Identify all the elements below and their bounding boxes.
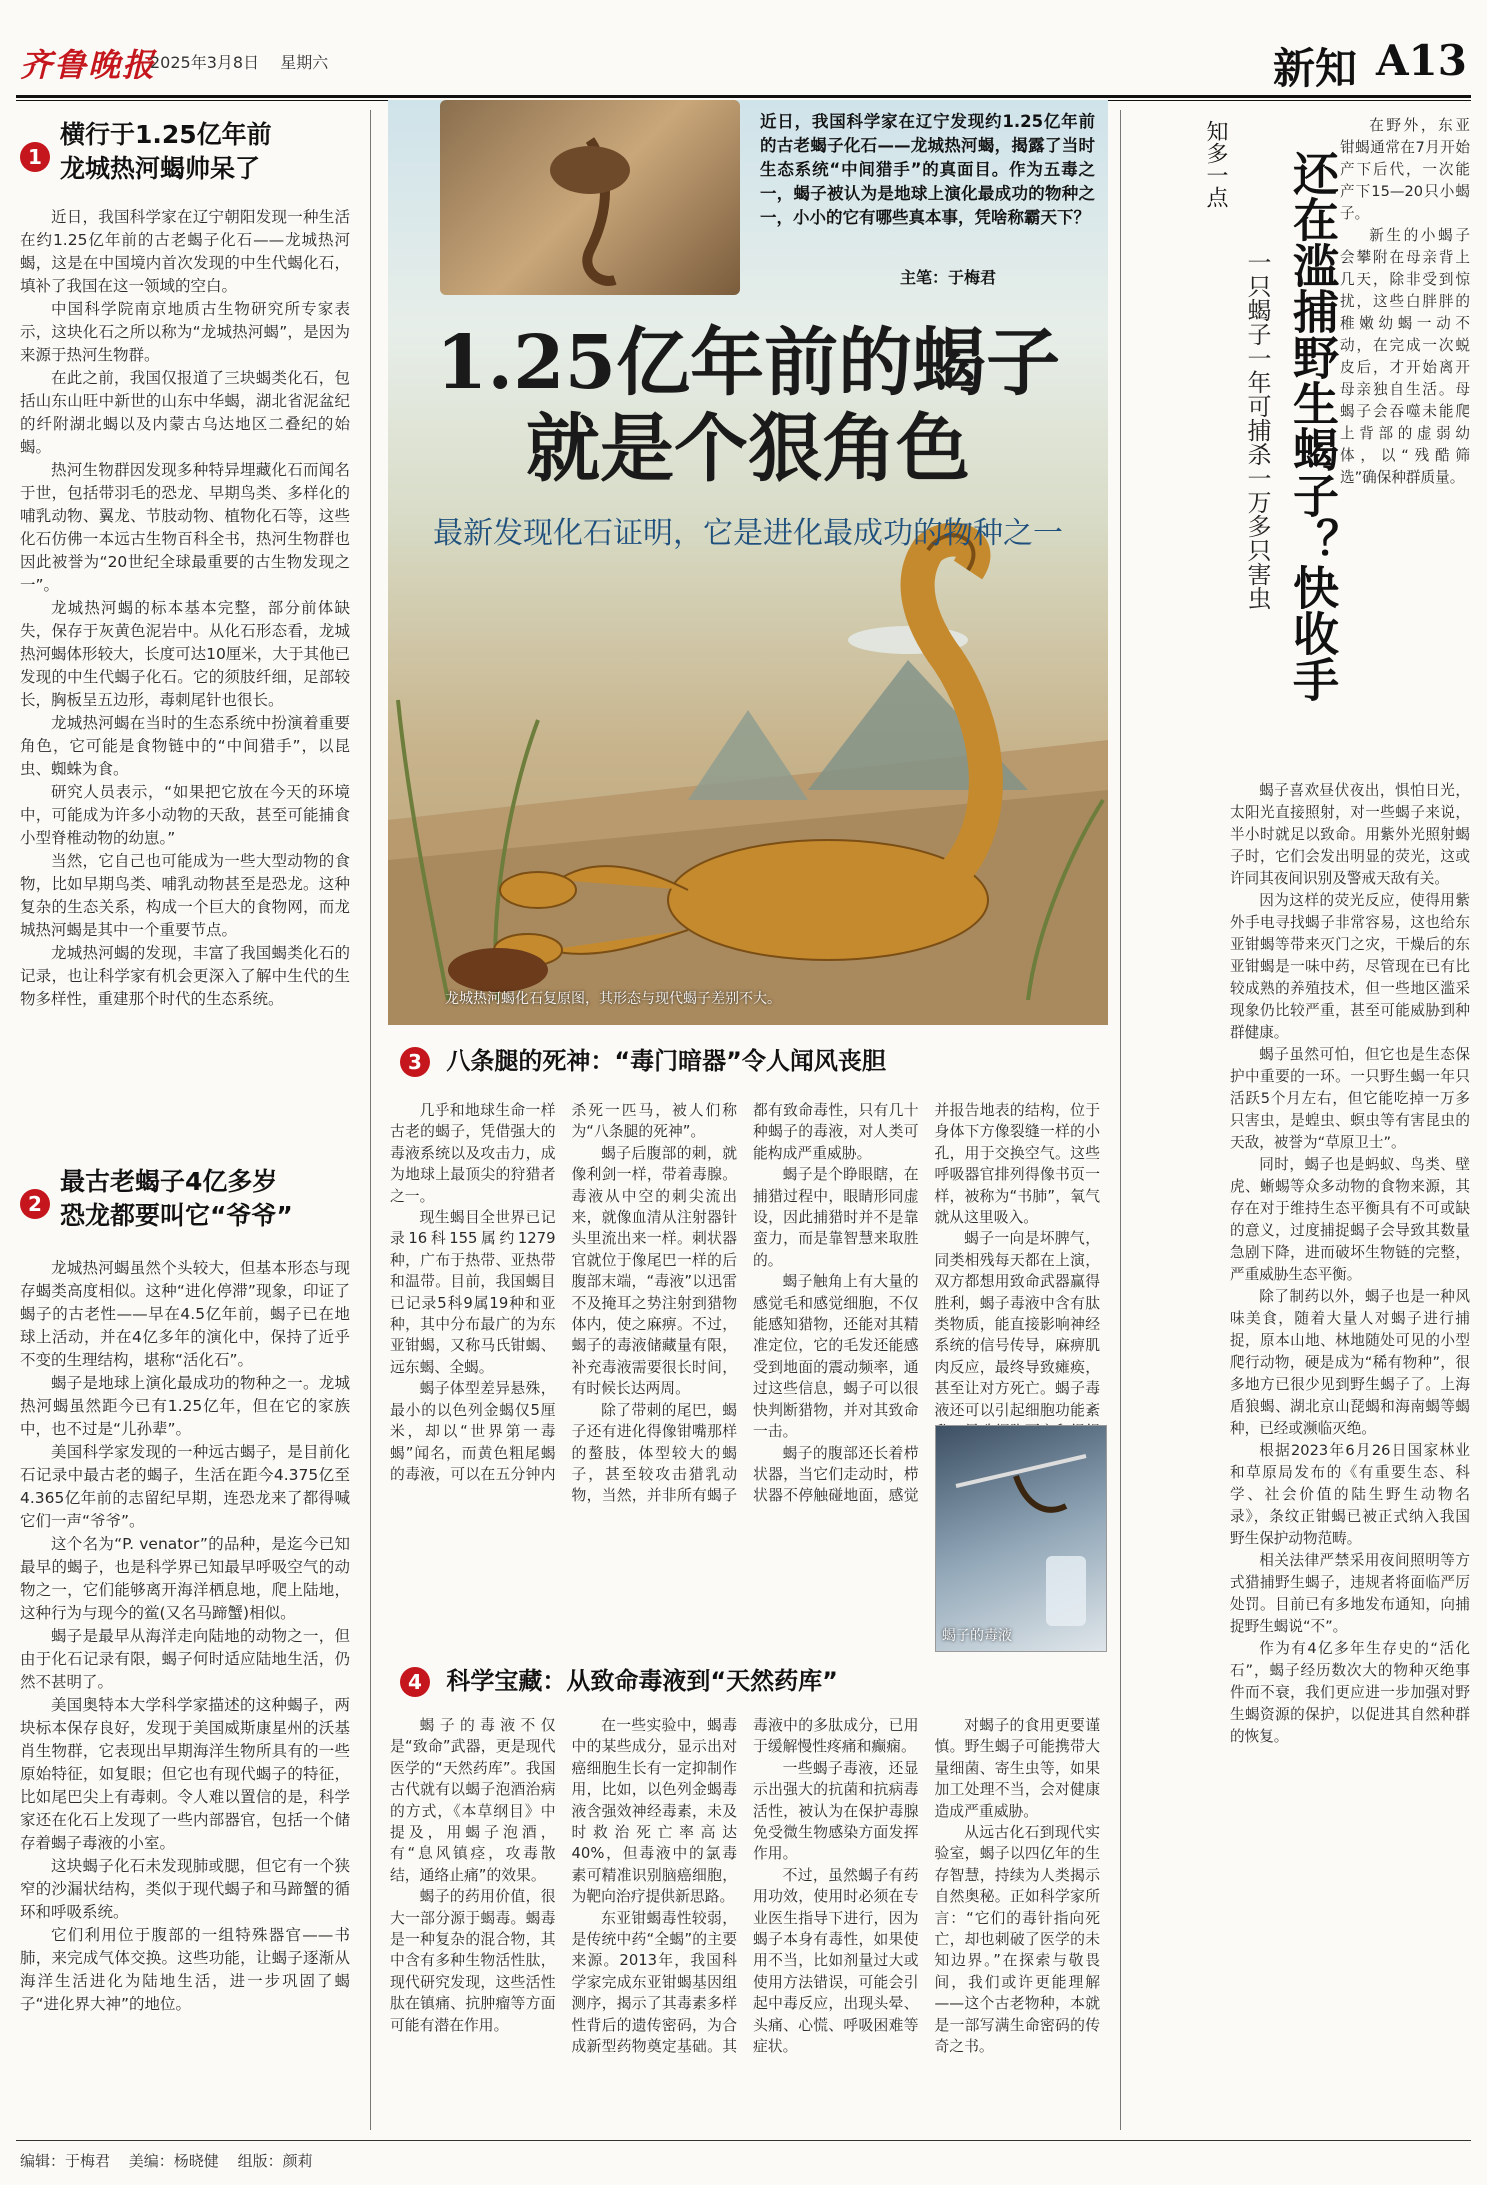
- column-divider: [1120, 110, 1121, 2130]
- article-3-title: 八条腿的死神：“毒门暗器”令人闻风丧胆: [446, 1047, 886, 1075]
- hero-caption: 龙城热河蝎化石复原图，其形态与现代蝎子差别不大。: [445, 991, 781, 1007]
- article-2-title-line2: 恐龙都要叫它“爷爷”: [60, 1200, 293, 1230]
- article-number-badge: 3: [400, 1047, 430, 1077]
- footer-rule: [16, 2140, 1471, 2141]
- credit-editor: 编辑：于梅君: [20, 2152, 111, 2170]
- article-3-heading: [400, 1045, 886, 1077]
- paragraph: 近日，我国科学家在辽宁朝阳发现一种生活在约1.25亿年前的古老蝎子化石——龙城热河蝎，这是在中国境内首次发现的中生代蝎化石，填补了我国在这一领域的空白。: [20, 207, 350, 295]
- sidebar-tag: 知多一点: [1203, 120, 1228, 208]
- article-2-title-line1: 最古老蝎子4亿多岁: [60, 1167, 278, 1196]
- paragraph: 它们利用位于腹部的一组特殊器官——书肺，来完成气体交换。这些功能，让蝎子逐渐从海洋生活进化为陆地生活，进一步巩固了蝎子“进化界大神”的地位。: [20, 1925, 350, 2013]
- article-1-title-line2: 龙城热河蝎帅呆了: [60, 153, 261, 183]
- paragraph: 龙城热河蝎在当时的生态系统中扮演着重要角色，它可能是食物链中的“中间猎手”，以昆虫、蜘蛛为食。: [20, 713, 350, 778]
- hero-editor: 主笔：于梅君: [900, 268, 997, 287]
- paragraph: 这块蝎子化石未发现肺或腮，但它有一个狭窄的沙漏状结构，类似于现代蝎子和马蹄蟹的循环和呼吸系统。: [20, 1856, 350, 1921]
- credit-designer: 美编：杨晓健: [128, 2152, 219, 2170]
- scorpion-tweezers-image: [936, 1426, 1106, 1651]
- paragraph: 相关法律严禁采用夜间照明等方式猎捕野生蝎子，违规者将面临严厉处罚。目前已有多地发布通知，向捕捉野生蝎说“不”。: [1230, 1552, 1470, 1635]
- paragraph: 蝎子触角上有大量的感觉毛和感觉细胞，不仅能感知猎物，还能对其精准定位，它的毛发还能感受到地面的震动频率，通过这些信息，蝎子可以很快判断猎物，并对其致命一击。: [753, 1273, 919, 1441]
- paragraph: 对蝎子的食用更要谨慎。野生蝎子可能携带大量细菌、寄生虫等，如果加工处理不当，会对健康造成严重威胁。: [934, 1717, 1100, 1820]
- fossil-scorpion-image: [440, 100, 740, 295]
- paragraph: 新生的小蝎子会攀附在母亲背上几天，除非受到惊扰，这些白胖胖的稚嫩幼蝎一动不动，在完成一次蜕皮后，才开始离开母亲独自生活。母蝎子会吞噬未能爬上背部的虚弱幼体，以“残酷筛选”确保种群质量。: [1340, 227, 1470, 486]
- column-divider: [370, 110, 371, 2130]
- paragraph: 蝎子是地球上演化最成功的物种之一。龙城热河蝎虽然距今已有1.25亿年，但在它的家族中，也不过是“儿孙辈”。: [20, 1373, 350, 1438]
- article-2: [20, 1165, 350, 2016]
- paragraph: 同时，蝎子也是蚂蚁、鸟类、壁虎、蜥蜴等众多动物的食物来源，其存在对于维持生态平衡具有不可或缺的意义，过度捕捉蝎子会导致其数量急剧下降，进而破坏生物链的完整，严重威胁生态平衡。: [1230, 1156, 1470, 1283]
- paragraph: 现生蝎目全世界已记录16科155属约1279种，广布于热带、亚热带和温带。目前，我国蝎目已记录5科9属19种和亚种，其中分布最广的为东亚钳蝎，又称马氏钳蝎、远东蝎、全蝎。: [390, 1209, 556, 1376]
- paragraph: 中国科学院南京地质古生物研究所专家表示，这块化石之所以称为“龙城热河蝎”，是因为来源于热河生物群。: [20, 299, 350, 364]
- paragraph: 根据2023年6月26日国家林业和草原局发布的《有重要生态、科学、社会价值的陆生野生动物名录》，条纹正钳蝎已被正式纳入我国野生保护动物范畴。: [1230, 1442, 1470, 1547]
- hero-subtitle: 最新发现化石证明，它是进化最成功的物种之一: [433, 516, 1063, 551]
- paragraph: 蝎子虽然可怕，但它也是生态保护中重要的一环。一只野生蝎一年只活跃5个月左右，但它能吃掉一万多只害虫，是蝗虫、螟虫等有害昆虫的天敌，被誉为“草原卫士”。: [1230, 1046, 1470, 1151]
- paragraph: 龙城热河蝎的标本基本完整，部分前体缺失，保存于灰黄色泥岩中。从化石形态看，龙城热河蝎体形较大，长度可达10厘米，大于其他已发现的中生代蝎子化石。它的须肢纤细，足部较长，胸板呈五边形，毒刺尾针也很长。: [20, 598, 350, 709]
- paragraph: 蝎子的毒液不仅是“致命”武器，更是现代医学的“天然药库”。我国古代就有以蝎子泡酒治病的方式，《本草纲目》中提及，用蝎子泡酒，有“息风镇痉，攻毒散结，通络止痛”的效果。: [390, 1717, 556, 1884]
- paragraph: 热河生物群因发现多种特异埋藏化石而闻名于世，包括带羽毛的恐龙、早期鸟类、多样化的哺乳动物、翼龙、节肢动物、植物化石等，这些化石仿佛一本远古生物百科全书，热河生物群也因此被誉为“20世纪全球最重要的古生物发现之一”。: [20, 460, 350, 594]
- fossil-photo: [440, 100, 740, 295]
- hero-title-line1: 1.25亿年前的蝎子: [435, 320, 1061, 406]
- paragraph: 龙城热河蝎虽然个头较大，但基本形态与现存蝎类高度相似。这种“进化停滞”现象，印证了蝎子的古老性——早在4.5亿年前，蝎子已在地球上活动，并在4亿多年的演化中，保持了近乎不变的生理结构，堪称“活化石”。: [20, 1258, 350, 1369]
- article-1-body: [20, 206, 350, 1011]
- article-number-badge: 2: [20, 1189, 50, 1219]
- paragraph: 因为这样的荧光反应，使得用紫外手电寻找蝎子非常容易，这也给东亚钳蝎等带来灭门之灾，干燥后的东亚钳蝎是一味中药，尽管现在已有比较成熟的养殖技术，但一些地区滥采现象仍比较严重，甚至可能威胁到种群健康。: [1230, 892, 1470, 1041]
- paragraph: 美国科学家发现的一种远古蝎子，是目前化石记录中最古老的蝎子，生活在距今4.375亿至4.365亿年前的志留纪早期，连恐龙来了都得喊它们一声“爷爷”。: [20, 1442, 350, 1530]
- page-credits: [20, 2150, 327, 2171]
- paragraph: 当然，它自己也可能成为一些大型动物的食物，比如早期鸟类、哺乳动物甚至是恐龙。这种复杂的生态关系，构成一个巨大的食物网，而龙城热河蝎是其中一个重要节点。: [20, 851, 350, 939]
- paragraph: 蝎子的腹部还长着栉状器，当它们走动时，栉状器不停触碰地面，感觉并报告地表的结构，位于身体下方像裂缝一样的小孔，用于交换空气。这些呼吸器官排列得像书页一样，被称为“书肺”，氧气就从这里吸入。: [753, 1102, 1100, 1505]
- paragraph: 一些蝎子毒液，还显示出强大的抗菌和抗病毒活性，被认为在保护毒腺免受微生物感染方面发挥作用。: [753, 1759, 919, 1863]
- paragraph: 除了带刺的尾巴，蝎子还有进化得像钳嘴那样的螯肢，体型较大的蝎子，甚至较攻击猎乳动物，当然，并非所有蝎子都有致命毒性，只有几十种蝎子的毒液，对人类可能构成严重威胁。: [571, 1102, 919, 1505]
- paragraph: 不过，虽然蝎子有药用功效，使用时必须在专业医生指导下进行，因为蝎子本身有毒性，如果使用不当，比如剂量过大或使用方法错误，可能会引起中毒反应，出现头晕、头痛、心慌、呼吸困难等症状。: [753, 1866, 919, 2056]
- paragraph: 几乎和地球生命一样古老的蝎子，凭借强大的毒液系统以及攻击力，成为地球上最顶尖的狩猎者之一。: [390, 1102, 556, 1205]
- page-number: A13: [1375, 36, 1467, 85]
- article-number-badge: 4: [400, 1667, 430, 1697]
- sidebar-body-continued: [1230, 780, 1470, 1748]
- masthead-rule: [16, 95, 1471, 98]
- credit-layout: 组版：颜莉: [237, 2152, 313, 2170]
- paragraph: 蝎子后腹部的刺，就像利剑一样，带着毒腺。毒液从中空的刺尖流出来，就像血清从注射器针头里流出来一样。刺状器官就位于像尾巴一样的后腹部末端，“毒液”以迅雷不及掩耳之势注射到猎物体内，使之麻痹。不过，蝎子的毒液储藏量有限，补充毒液需要很长时间，有时候长达两周。: [571, 1144, 737, 1398]
- article-number-badge: 1: [20, 142, 50, 172]
- paragraph: 蝎子是个睁眼瞎，在捕猎过程中，眼睛形同虚设，因此捕猎时并不是靠蛮力，而是靠智慧来取胜的。: [753, 1166, 919, 1269]
- article-4-body: [390, 1715, 1100, 2130]
- article-2-body: [20, 1257, 350, 2016]
- article-2-heading: [20, 1165, 350, 1233]
- hero-title: [388, 320, 1108, 492]
- issue-weekday: 星期六: [280, 53, 329, 72]
- article-1-heading: [20, 118, 350, 186]
- paragraph: 这个名为“P. venator”的品种，是迄今已知最早的蝎子，也是科学界已知最早呼吸空气的动物之一，它们能够离开海洋栖息地，爬上陆地，这种行为与现今的鲎(又名马蹄蟹)相似。: [20, 1534, 350, 1622]
- article-4-title: 科学宝藏：从致命毒液到“天然药库”: [446, 1667, 838, 1695]
- section-name: 新知: [1272, 44, 1357, 93]
- paragraph: 美国奥特本大学科学家描述的这种蝎子，两块标本保存良好，发现于美国威斯康星州的沃基肖生物群，它表现出早期海洋生物所具有的一些原始特征，如复眼；但它也有现代蝎子的特征，比如尾巴尖上有毒刺。令人难以置信的是，科学家还在化石上发现了一些内部器官，包括一个储存着蝎子毒液的小室。: [20, 1695, 350, 1852]
- paragraph: 蝎子一向是坏脾气，同类相残每天都在上演，双方都想用致命武器赢得胜利，蝎子毒液中含有肽类物质，能直接影响神经系统的信号传导，麻痹肌肉反应，最终导致瘫痪，甚至让对方死亡。蝎子毒液还可以引起细胞功能紊: [934, 1230, 1100, 1419]
- newspaper-name: 齐鲁晚报: [20, 46, 157, 84]
- paragraph: 蝎子喜欢昼伏夜出，惧怕日光，太阳光直接照射，对一些蝎子来说，半小时就足以致命。用紫外光照射蝎子时，它们会发出明显的荧光，这或许同其夜间识别及警戒天敌有关。: [1230, 782, 1470, 887]
- paragraph: 蝎子的药用价值，很大一部分源于蝎毒。蝎毒是一种复杂的混合物，其中含有多种生物活性肽，现代研究发现，这些活性肽在镇痛、抗肿瘤等方面可能有潜在作用。: [390, 1888, 556, 2034]
- paragraph: 在一些实验中，蝎毒中的某些成分，显示出对癌细胞生长有一定抑制作用，比如，以色列金蝎毒液含强效神经毒素，未及时救治死亡率高达40%，但毒液中的氯毒素可精准识别脑癌细胞，为靶向治疗提供新思路。: [571, 1717, 737, 1906]
- paragraph: 东亚钳蝎毒性较弱，是传统中药“全蝎”的主要来源。2013年，我国科学家完成东亚钳蝎基因组测序，揭示了其毒素多样性背后的遗传密码，为合成新型药物奠定基础。其毒液中的多肽成分，已用于缓解慢性疼痛和癫痫。: [571, 1717, 919, 2056]
- paragraph: 在野外，东亚钳蝎通常在7月开始产下后代，一次能产下15—20只小蝎子。: [1340, 117, 1470, 222]
- paragraph: 在此之前，我国仅报道了三块蝎类化石，包括山东山旺中新世的山东中华蝎，湖北省泥盆纪的纤附湖北蝎以及内蒙古乌达地区二叠纪的始蝎。: [20, 368, 350, 456]
- sidebar-subtitle: 一只蝎子一年可捕杀一万多只害虫: [1243, 250, 1271, 610]
- hero-intro: 近日，我国科学家在辽宁发现约1.25亿年前的古老蝎子化石——龙城热河蝎，揭露了当时生态系统“中间猎手”的真面目。作为五毒之一，蝎子被认为是地球上演化最成功的物种之一，小小的它有哪些真本事，凭啥称霸天下？: [760, 112, 1095, 227]
- paragraph: 除了制药以外，蝎子也是一种风味美食，随着大量人对蝎子进行捕捉，原本山地、林地随处可见的小型爬行动物，硬是成为“稀有物种”，很多地方已很少见到野生蝎子了。上海盾狼蝎、湖北京山琵蝎和海南蝎等蝎种，已经或濒临灭绝。: [1230, 1288, 1470, 1437]
- sidebar-title: 还在滥捕野生蝎子？快收手: [1286, 150, 1340, 702]
- paragraph: 蝎子体型差异悬殊，最小的以色列金蝎仅5厘米，却以“世界第一毒蝎”闻名，而黄色粗尾蝎的毒液，可以在五分钟内杀死一匹马，被人们称为“八条腿的死神”。: [390, 1102, 737, 1483]
- article-4-heading: [400, 1665, 838, 1697]
- paragraph: 龙城热河蝎的发现，丰富了我国蝎类化石的记录，也让科学家有机会更深入了解中生代的生物多样性，重建那个时代的生态系统。: [20, 943, 350, 1008]
- article-1-title-line1: 横行于1.25亿年前: [60, 120, 272, 149]
- article-1: [20, 118, 350, 1011]
- paragraph: 作为有4亿多年生存史的“活化石”，蝎子经历数次大的物种灭绝事件而不衰，我们更应进一步加强对野生蝎资源的保护，以促进其自然种群的恢复。: [1230, 1640, 1470, 1745]
- paragraph: 蝎子是最早从海洋走向陆地的动物之一，但由于化石记录有限，蝎子何时适应陆地生活，仍然不甚明了。: [20, 1626, 350, 1691]
- sidebar-body: [1340, 115, 1470, 489]
- paragraph: 从远古化石到现代实验室，蝎子以四亿年的生存智慧，持续为人类揭示自然奥秘。正如科学家所言：“它们的毒针指向死亡，却也刺破了医学的未知边界。”在探索与敬畏间，我们或许更能理解——这个古老物种，本就是一部写满生命密码的传奇之书。: [934, 1824, 1100, 2056]
- paragraph: 研究人员表示，“如果把它放在今天的环境中，可能成为许多小动物的天敌，甚至可能捕食小型脊椎动物的幼崽。”: [20, 782, 350, 847]
- issue-info: [150, 50, 344, 73]
- venom-photo: [935, 1425, 1107, 1652]
- hero-title-line2: 就是个狠角色: [526, 406, 970, 492]
- venom-photo-caption: 蝎子的毒液: [942, 1628, 1012, 1644]
- issue-date: 2025年3月8日: [150, 53, 260, 72]
